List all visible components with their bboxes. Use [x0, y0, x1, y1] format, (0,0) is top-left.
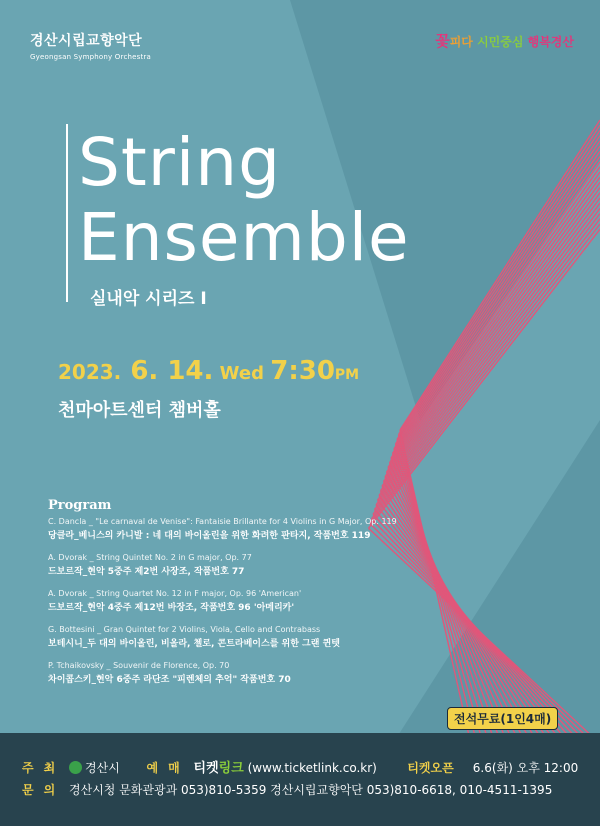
piece-title-korean: 드보르작_현악 5중주 제2번 사장조, 작품번호 77: [48, 567, 245, 577]
slogan-part-1: 꽃: [435, 32, 450, 50]
slogan-part-3: 시민중심: [477, 35, 528, 49]
piece-title-korean: 보테시니_두 대의 바이올린, 비올라, 첼로, 콘트라베이스를 위한 그랜 퀸텟: [48, 639, 340, 649]
slogan-part-4: 행복경산: [527, 35, 574, 49]
program-item: [48, 625, 468, 649]
event-time: 7:30: [270, 356, 335, 386]
program-item: [48, 517, 468, 541]
ticket-label: 예매: [146, 761, 190, 775]
host-name: 경산시: [85, 761, 120, 775]
ticket-open-label: 티켓오픈: [407, 761, 454, 775]
gyeongsan-logo-icon: [69, 761, 82, 774]
piece-title-english: A. Dvorak _ String Quintet No. 2 in G major, Op. 77: [48, 553, 252, 562]
program-item: [48, 589, 468, 613]
title-accent-bar: [66, 124, 68, 302]
program-item: [48, 553, 468, 577]
organizer-name-english: Gyeongsan Symphony Orchestra: [30, 53, 151, 61]
piece-title-korean: 드보르작_현악 4중주 제12번 바장조, 작품번호 96 '아메리카': [48, 603, 295, 613]
footer-row-inquiry: [22, 781, 552, 798]
piece-title-korean: 당클라_베니스의 카니발 : 네 대의 바이올린을 위한 화려한 판타지, 작품번호 119: [48, 531, 371, 541]
admission-badge: 전석무료(1인4매): [447, 707, 558, 730]
ticket-open-value: 6.6(화) 오후 12:00: [472, 761, 579, 775]
piece-title-english: A. Dvorak _ String Quartet No. 12 in F major, Op. 96 'American': [48, 589, 302, 598]
info-footer: [0, 733, 600, 826]
organizer-logo: [30, 30, 151, 61]
organizer-name-korean: 경산시립교향악단: [30, 33, 143, 49]
title-line-2: Ensemble: [78, 199, 410, 276]
series-subtitle: 실내악 시리즈 I: [90, 289, 207, 309]
program-list: [48, 498, 468, 697]
host-label: 주최: [22, 761, 66, 775]
piece-title-english: P. Tchaikovsky _ Souvenir de Florence, Op. 70: [48, 661, 230, 670]
title-line-1: String: [78, 124, 281, 201]
ticketlink-logo-part-2: 링크: [218, 761, 244, 776]
piece-title-english: G. Bottesini _ Gran Quintet for 2 Violins, Viola, Cello and Contrabass: [48, 625, 321, 634]
event-venue: 천마아트센터 챔버홀: [58, 400, 221, 421]
ticketlink-logo-icon: [194, 761, 244, 776]
event-year: 2023.: [58, 360, 122, 384]
inquiry-contacts: 경산시청 문화관광과 053)810-5359 경산시립교향악단 053)810-6618, 010-4511-1395: [69, 783, 553, 797]
ticket-url[interactable]: (www.ticketlink.co.kr): [247, 761, 377, 775]
ticketlink-logo-part-1: 티켓: [193, 761, 219, 776]
program-heading: Program: [48, 498, 112, 513]
event-datetime: [58, 356, 359, 386]
footer-row-host-ticket: [22, 757, 578, 776]
piece-title-korean: 차이콥스키_현악 6중주 라단조 "피렌체의 추억" 작품번호 70: [48, 675, 291, 685]
piece-title-english: C. Dancla _ "Le carnaval de Venise": Fantaisie Brillante for 4 Violins in G Major, Op. 119: [48, 517, 397, 526]
city-slogan: [435, 30, 574, 51]
inquiry-label: 문의: [22, 783, 66, 797]
event-month-day: 6. 14.: [121, 356, 214, 386]
slogan-part-2: 피다: [449, 35, 478, 49]
program-item: [48, 661, 468, 685]
event-ampm: PM: [334, 367, 360, 383]
event-weekday: Wed: [213, 363, 271, 384]
